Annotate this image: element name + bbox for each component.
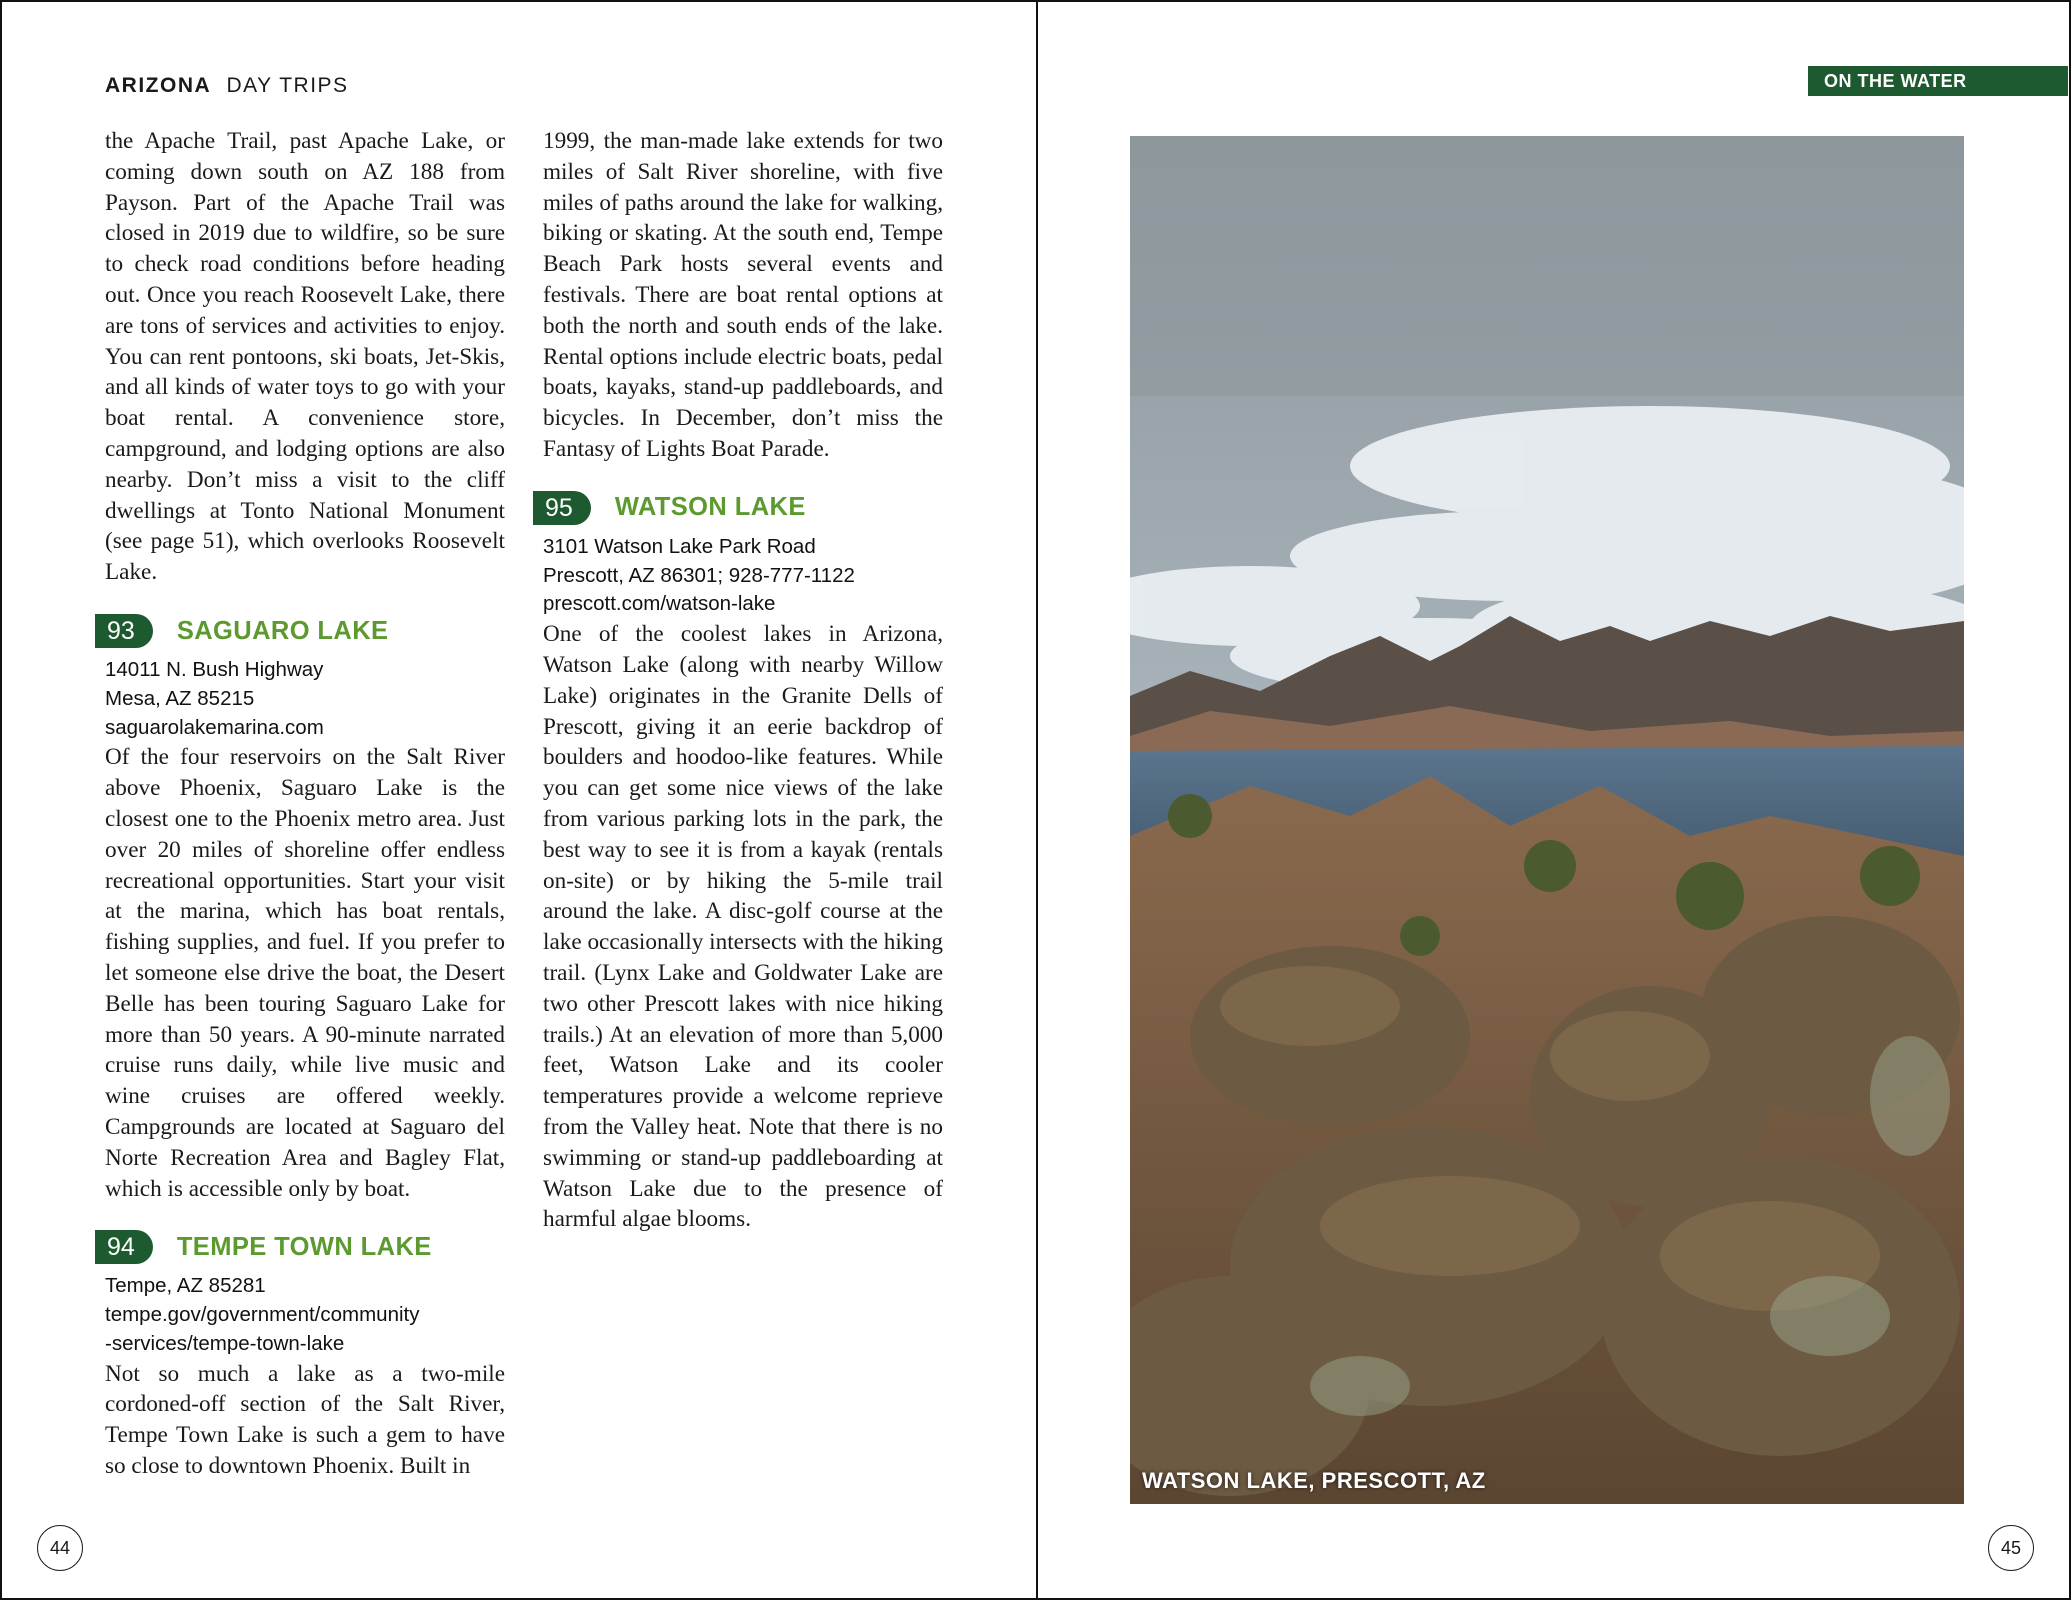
page-number-left: 44 xyxy=(37,1525,83,1571)
running-head xyxy=(105,74,349,98)
text-column-left xyxy=(105,126,505,1482)
text-column-right xyxy=(543,126,943,1235)
entry-body-continued: 1999, the man-made lake extends for two miles of Salt River shoreline, with five miles of paths around the lake for walking, biking or skating. At the south end, Tempe Beach Park hosts several events and festivals. There are boat rental options at both the north and south ends of the lake. Rental options include electric boats, pedal boats, kayaks, stand-up paddleboards, and bicycles. In December, don’t miss the Fantasy of Lights Boat Parade. xyxy=(543,128,943,462)
running-head-series: DAY TRIPS xyxy=(226,74,349,97)
overcast xyxy=(1130,136,1964,396)
page-number-right: 45 xyxy=(1988,1525,2034,1571)
entry-body: One of the coolest lakes in Arizona, Watson Lake (along with nearby Willow Lake) originates in the Granite Dells of Prescott, giving it an eerie backdrop of boulders and hoodoo-like features. While you can get some nice views of the lake from various parking lots in the park, the best way to see it is from a kayak (rentals on-site) or by hiking the 5-mile trail around the lake. A disc-golf course at the lake occasionally intersects with the hiking trail. (Lynx Lake and Goldwater Lake are two other Prescott lakes with nice hiking trails.) At an elevation of more than 5,000 feet, Watson Lake and its cooler temperatures provide a welcome reprieve from the Valley heat. Note that there is no swimming or stand-up paddleboarding at Watson Lake due to the presence of harmful algae blooms. xyxy=(543,621,943,1233)
entry-title: WATSON LAKE xyxy=(614,493,806,522)
entry-number-badge: 95 xyxy=(533,491,591,525)
entry-address-line: 14011 N. Bush Highway xyxy=(105,657,324,681)
entry-address-line: Prescott, AZ 86301; 928-777-1122 xyxy=(543,563,855,587)
right-page xyxy=(1038,0,2069,1600)
continued-paragraph: the Apache Trail, past Apache Lake, or coming down south on AZ 188 from Payson. Part of the Apache Trail was closed in 2019 due to wildfire, so be sure to check road conditions before heading out. Once you reach Roosevelt Lake, there are tons of services and activities to enjoy. You can rent pontoons, ski boats, Jet-Skis, and all kinds of water toys to go with your boat rental. A convenience store, campground, and lodging options are also nearby. Don’t miss a visit to the cliff dwellings at Tonto National Monument (see page 51), which overlooks Roosevelt Lake. xyxy=(105,128,505,586)
entry-body: Of the four reservoirs on the Salt River above Phoenix, Saguaro Lake is the closest one to the Phoenix metro area. Just over 20 miles of shoreline offer endless recreational opportunities. Start your visit at the marina, which has boat rentals, fishing supplies, and fuel. If you prefer to let someone else drive the boat, the Desert Belle has been touring Saguaro Lake for more than 50 years. A 90-minute narrated cruise runs daily, while live music and wine cruises are offered weekly. Campgrounds are located at Saguaro del Norte Recreation Area and Bagley Flat, which is accessible only by boat. xyxy=(105,744,505,1202)
lake-photo-illustration xyxy=(1130,136,1964,1504)
entry-title: SAGUARO LAKE xyxy=(176,616,389,645)
running-head-state: ARIZONA xyxy=(105,74,212,97)
section-tab: ON THE WATER xyxy=(1808,66,2068,96)
entry-website: saguarolakemarina.com xyxy=(105,715,324,739)
entry-number-badge: 94 xyxy=(95,1230,153,1264)
entry-heading-95 xyxy=(543,491,943,525)
entry-heading-93 xyxy=(105,614,505,648)
entry-website: tempe.gov/government/community xyxy=(105,1303,420,1327)
entry-address-line: Mesa, AZ 85215 xyxy=(105,686,255,710)
entry-website: -services/tempe-town-lake xyxy=(105,1331,345,1355)
lake-photo xyxy=(1130,136,1964,1504)
entry-title: TEMPE TOWN LAKE xyxy=(176,1232,432,1261)
entry-body: Not so much a lake as a two-mile cordoned-off section of the Salt River, Tempe Town Lake is such a gem to have so close to downtown Phoenix. Built in xyxy=(105,1360,505,1480)
entry-number-badge: 93 xyxy=(95,614,153,648)
entry-address-line: Tempe, AZ 85281 xyxy=(105,1274,266,1298)
entry-address-line: 3101 Watson Lake Park Road xyxy=(543,534,816,558)
entry-heading-94 xyxy=(105,1230,505,1264)
entry-website: prescott.com/watson-lake xyxy=(543,592,776,616)
photo-caption: WATSON LAKE, PRESCOTT, AZ xyxy=(1142,1468,1486,1493)
